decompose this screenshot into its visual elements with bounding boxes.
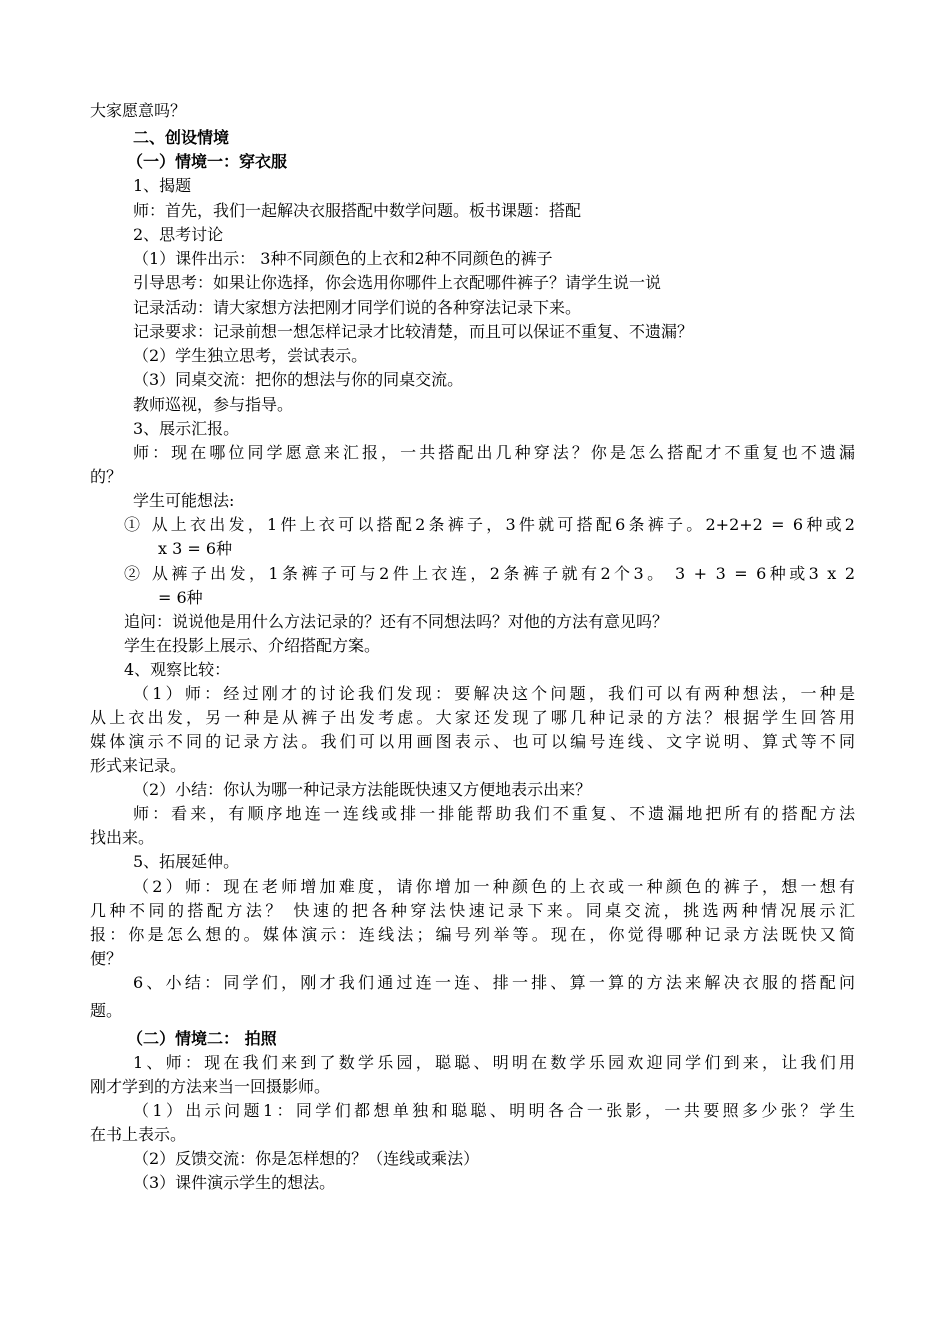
text-line: 2、思考讨论 [133,225,224,244]
list-item: ② 从裤子出发，1条裤子可与2件上衣连，2条裤子就有2个3。 3 + 3 = 6种或3 x 2 [124,564,855,583]
text-line: 追问：说说他是用什么方法记录的？还有不同想法吗？对他的方法有意见吗？ [124,612,669,631]
list-item-continuation: x 3 = 6种 [158,539,233,558]
text-line: 学生可能想法: [133,491,235,510]
text-line: 引导思考：如果让你选择，你会选用你哪件上衣配哪件裤子？请学生说一说 [133,273,662,292]
text-line: （1）出示问题1：同学们都想单独和聪聪、明明各合一张影，一共要照多少张？学生 [133,1101,855,1120]
text-line: （2）反馈交流：你是怎样想的？（连线或乘法） [133,1149,480,1168]
text-line: 刚才学到的方法来当一回摄影师。 [90,1077,331,1096]
text-line: 3、展示汇报。 [133,419,240,438]
text-line: 形式来记录。 [90,756,187,775]
text-line: 媒体演示不同的记录方法。我们可以用画图表示、也可以编号连线、文字说明、算式等不同 [90,732,855,751]
text-line: （2）师：现在老师增加难度，请你增加一种颜色的上衣或一种颜色的裤子，想一想有 [133,877,855,896]
text-line: 师：看来，有顺序地连一连线或排一排能帮助我们不重复、不遗漏地把所有的搭配方法 [133,804,855,823]
text-line: 学生在投影上展示、介绍搭配方案。 [124,636,381,655]
text-line: 记录活动：请大家想方法把刚才同学们说的各种穿法记录下来。 [133,298,582,317]
text-line: 师：现在哪位同学愿意来汇报，一共搭配出几种穿法？你是怎么搭配才不重复也不遗漏 [133,443,855,462]
text-line: 的？ [90,467,123,486]
text-line: （1）师：经过刚才的讨论我们发现：要解决这个问题，我们可以有两种想法，一种是 [133,684,855,703]
text-line: 1、师：现在我们来到了数学乐园，聪聪、明明在数学乐园欢迎同学们到来，让我们用 [133,1053,855,1072]
text-line: （3）同桌交流：把你的想法与你的同桌交流。 [133,370,464,389]
text-line: 在书上表示。 [90,1125,187,1144]
text-line: 找出来。 [90,828,155,847]
text-line: （2）学生独立思考，尝试表示。 [133,346,368,365]
text-line: 教师巡视，参与指导。 [133,395,294,414]
text-line: （2）小结：你认为哪一种记录方法能既快速又方便地表示出来？ [133,780,592,799]
list-item: ① 从上衣出发，1件上衣可以搭配2条裤子，3件就可搭配6条裤子。2+2+2 = 6种或2 [124,515,855,534]
text-line: （3）课件演示学生的想法。 [133,1173,336,1192]
text-line: 师：首先，我们一起解决衣服搭配中数学问题。板书课题：搭配 [133,201,582,220]
list-item-continuation: = 6种 [158,588,203,607]
text-line: 1、揭题 [133,176,192,195]
text-line: 4、观察比较： [124,660,231,679]
text-line: 题。 [90,1001,123,1020]
section-heading: 二、创设情境 [133,128,230,147]
text-line: 报：你是怎么想的。媒体演示：连线法；编号列举等。现在，你觉得哪种记录方法既快又简 [90,925,855,944]
text-line: 6、小结：同学们，刚才我们通过连一连、排一排、算一算的方法来解决衣服的搭配问 [133,973,855,992]
text-line: 几种不同的搭配方法？ 快速的把各种穿法快速记录下来。同桌交流，挑选两种情况展示汇 [90,901,855,920]
text-line: 便？ [90,949,123,968]
text-line: 大家愿意吗？ [90,101,187,120]
text-line: 从上衣出发，另一种是从裤子出发考虑。大家还发现了哪几种记录的方法？根据学生回答用 [90,708,855,727]
text-line: 5、拓展延伸。 [133,852,240,871]
subsection-heading: （一）情境一：穿衣服 [127,152,288,171]
text-line: 记录要求：记录前想一想怎样记录才比较清楚，而且可以保证不重复、不遗漏？ [133,322,694,341]
text-line: （1）课件出示： 3种不同颜色的上衣和2种不同颜色的裤子 [133,249,553,268]
subsection-heading: （二）情境二： 拍照 [127,1029,277,1048]
